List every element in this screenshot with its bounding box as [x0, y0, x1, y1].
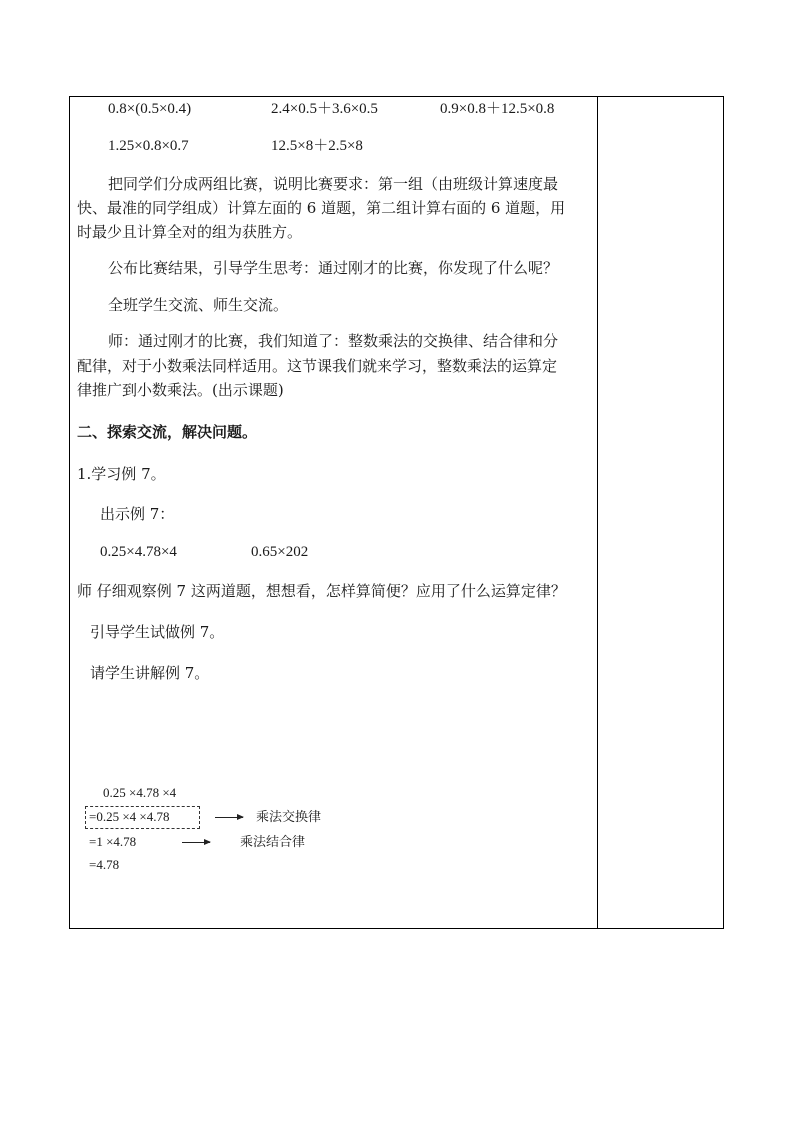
para4-line2: 配律，对于小数乘法同样适用。这节课我们就来学习，整数乘法的运算定	[77, 357, 558, 375]
item-1: 1.学习例 7。	[77, 465, 166, 483]
example-expr-2: 0.65×202	[251, 544, 309, 560]
para4-line3: 律推广到小数乘法。(出示课题)	[77, 381, 284, 399]
section-heading: 二、探索交流，解决问题。	[77, 423, 258, 441]
guide-line-2: 请学生讲解例 7。	[90, 664, 210, 682]
expr-0.8x: 0.8×(0.5×0.4)	[108, 101, 192, 117]
figure-line-1: 0.25 ×4.78 ×4	[103, 785, 177, 800]
expr-0.9x: 0.9×0.8＋12.5×0.8	[440, 101, 555, 117]
para1-line2: 快、最准的同学组成）计算左面的 6 道题，第二组计算右面的 6 道题，用	[77, 199, 566, 217]
figure-line-2: =0.25 ×4 ×4.78	[89, 809, 170, 824]
law-commutative: 乘法交换律	[256, 809, 322, 824]
arrow-right-icon	[182, 842, 210, 843]
para4-line1: 师：通过刚才的比赛，我们知道了：整数乘法的交换律、结合律和分	[108, 332, 559, 350]
para1-line1: 把同学们分成两组比赛，说明比赛要求：第一组（由班级计算速度最	[108, 175, 559, 193]
guide-line-1: 引导学生试做例 7。	[90, 623, 225, 641]
example-expr-1: 0.25×4.78×4	[100, 544, 177, 560]
show-example: 出示例 7：	[100, 505, 175, 523]
column-divider	[597, 97, 598, 928]
expr-12.5x: 12.5×8＋2.5×8	[271, 138, 363, 154]
figure-line-4: =4.78	[89, 857, 120, 872]
law-associative: 乘法结合律	[240, 834, 306, 849]
expr-2.4x: 2.4×0.5＋3.6×0.5	[271, 101, 378, 117]
teacher-question: 师 仔细观察例 7 这两道题，想想看，怎样算简便？应用了什么运算定律？	[77, 582, 566, 600]
figure-line-3: =1 ×4.78	[89, 834, 137, 849]
para3: 全班学生交流、师生交流。	[108, 296, 289, 314]
para2: 公布比赛结果，引导学生思考：通过刚才的比赛，你发现了什么呢？	[108, 259, 559, 277]
para1-line3: 时最少且计算全对的组为获胜方。	[77, 223, 303, 241]
arrow-right-icon	[215, 817, 243, 818]
expr-1.25x: 1.25×0.8×0.7	[108, 138, 189, 154]
